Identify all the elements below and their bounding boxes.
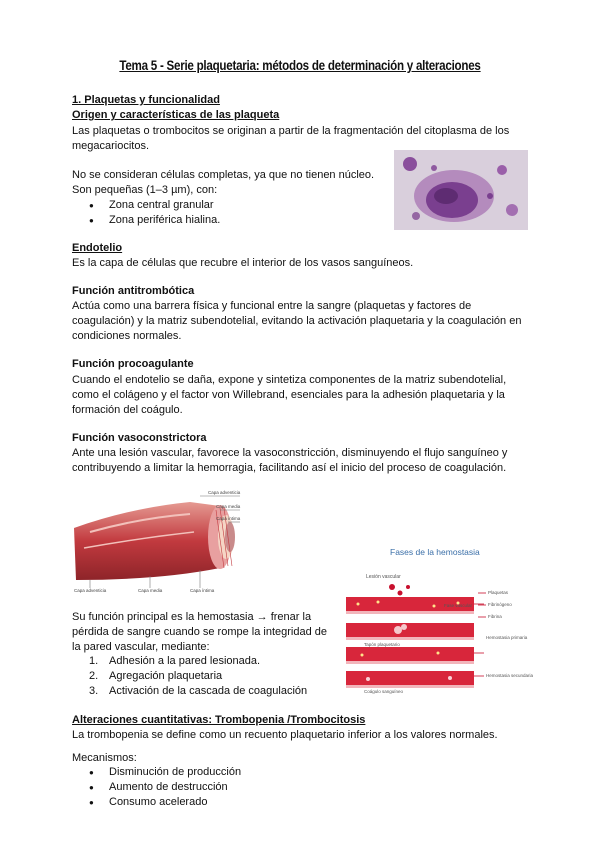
vessel-label-right-3: Capa íntima bbox=[216, 516, 241, 521]
hemostasis-phases-diagram bbox=[338, 543, 538, 701]
paragraph-antitrombotica-2: coagulación) y la matriz subendotelial, evitando la activación plaquetaria y la coagulación en bbox=[72, 315, 522, 327]
section-heading-vasoconstrictora: Función vasoconstrictora bbox=[72, 432, 207, 444]
bullet-list-mecanismos bbox=[72, 765, 241, 810]
subheading-origen: Origen y características de las plaqueta bbox=[72, 109, 280, 121]
hemostasis-label-1: Lesión vascular bbox=[366, 574, 401, 580]
paragraph-funcion-3: la pared vascular, mediante: bbox=[72, 641, 210, 653]
hemostasis-title: Fases de la hemostasia bbox=[390, 547, 480, 557]
vessel-label-right-2: Capa media bbox=[216, 504, 241, 509]
vessel-label-bottom-3: Capa íntima bbox=[190, 588, 215, 593]
hemostasis-label-7: Coágulo sanguíneo bbox=[364, 689, 404, 694]
paragraph-funcion-1: Su función principal es la hemostasia → frenar la bbox=[72, 611, 312, 623]
hemostasis-label-6: Hemostasia secundaria bbox=[486, 673, 534, 678]
list-item: ● Zona periférica hialina. bbox=[72, 213, 220, 228]
vessel-label-bottom-2: Capa media bbox=[138, 588, 163, 593]
list-item: 3. Activación de la cascada de coagulación bbox=[89, 685, 308, 697]
hemostasis-label-2: Fase vascular bbox=[444, 603, 473, 608]
list-item: ● Zona central granular bbox=[72, 198, 220, 213]
list-item: ● Consumo acelerado bbox=[72, 795, 241, 810]
megakaryocyte-micrograph bbox=[394, 150, 528, 230]
vessel-label-right-1: Capa adventicia bbox=[208, 490, 241, 495]
hemostasis-legend-2: Fibrinógeno bbox=[488, 602, 512, 607]
hemostasis-label-5: Tapón plaquetario bbox=[364, 642, 400, 647]
paragraph-procoagulante-2: como el colágeno y el factor von Willebrand, esenciales para la adhesión plaquetaria y la bbox=[72, 389, 505, 401]
section-heading-procoagulante: Función procoagulante bbox=[72, 358, 194, 370]
paragraph-vasoconstrictora-2: contribuyendo a limitar la hemorragia, facilitando así el inicio del proceso de coagulación. bbox=[72, 462, 507, 474]
paragraph-procoagulante-1: Cuando el endotelio se daña, expone y sintetiza componentes de la matriz subendotelial, bbox=[72, 374, 507, 386]
paragraph-origen-1: Las plaquetas o trombocitos se originan a partir de la fragmentación del citoplasma de los bbox=[72, 125, 510, 137]
hemostasis-legend-3: Fibrina bbox=[488, 614, 502, 619]
list-item: ● Disminución de producción bbox=[72, 765, 241, 780]
paragraph-endotelio: Es la capa de células que recubre el interior de los vasos sanguíneos. bbox=[72, 257, 414, 269]
paragraph-origen-2: megacariocitos. bbox=[72, 140, 150, 152]
list-item: ● Aumento de destrucción bbox=[72, 780, 241, 795]
paragraph-antitrombotica-1: Actúa como una barrera física y funcional entre la sangre (plaquetas y factores de bbox=[72, 300, 472, 312]
vessel-label-bottom-1: Capa adventicia bbox=[74, 588, 107, 593]
section-heading-alteraciones: Alteraciones cuantitativas: Trombopenia /Trombocitosis bbox=[72, 714, 366, 726]
list-item: 2. Agregación plaquetaria bbox=[89, 670, 223, 682]
paragraph-antitrombotica-3: condiciones normales. bbox=[72, 330, 182, 342]
paragraph-procoagulante-3: formación del coágulo. bbox=[72, 404, 183, 416]
hemostasis-label-3: Vasoconstricción del vaso bbox=[352, 618, 404, 623]
paragraph-no-nucleo: No se consideran células completas, ya que no tienen núcleo. bbox=[72, 169, 375, 181]
paragraph-mecanismos: Mecanismos: bbox=[72, 752, 137, 764]
numbered-list-mecanismos-hemostasia bbox=[72, 654, 307, 699]
paragraph-trombopenia: La trombopenia se define como un recuento plaquetario inferior a los valores normales. bbox=[72, 729, 498, 741]
paragraph-funcion-2: pérdida de sangre cuando se rompe la integridad de bbox=[72, 626, 328, 638]
paragraph-pequenas: Son pequeñas (1–3 µm), con: bbox=[72, 184, 218, 196]
page-title: Tema 5 - Serie plaquetaria: métodos de determinación y alteraciones bbox=[119, 58, 481, 73]
section-heading-plaquetas: 1. Plaquetas y funcionalidad bbox=[72, 94, 220, 106]
hemostasis-legend-1: Plaquetas bbox=[488, 590, 509, 595]
section-heading-endotelio: Endotelio bbox=[72, 242, 123, 254]
list-item: 1. Adhesión a la pared lesionada. bbox=[89, 655, 261, 667]
section-heading-antitrombotica: Función antitrombótica bbox=[72, 285, 195, 297]
paragraph-vasoconstrictora-1: Ante una lesión vascular, favorece la vasoconstricción, disminuyendo el flujo sanguíneo y bbox=[72, 447, 508, 459]
bullet-list-zonas bbox=[72, 198, 220, 228]
blood-vessel-illustration bbox=[70, 488, 280, 596]
hemostasis-label-4: Hemostasia primaria bbox=[486, 635, 528, 640]
